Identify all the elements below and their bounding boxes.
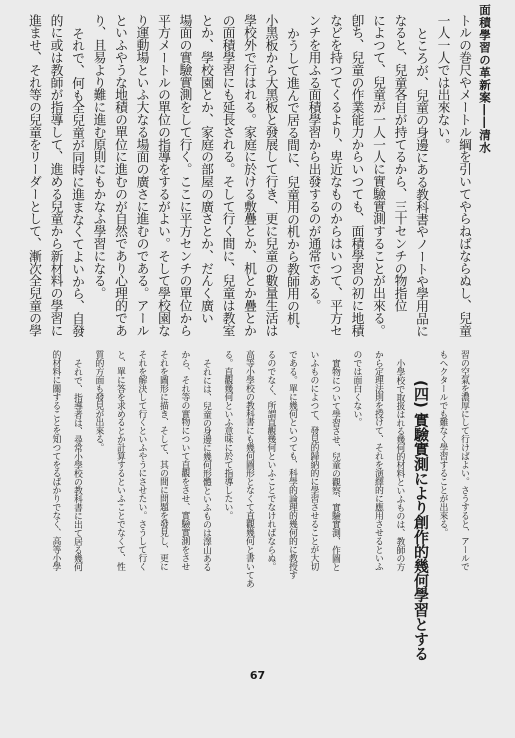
text-line: 學校外で行はれる。家庭に於ける敷疊とか、机とか疊とか — [241, 14, 256, 337]
section-heading: (四) 實驗實測により創作的幾何學習とする — [412, 380, 430, 661]
text-line: トルの巻尺やメートル綱を引いてやらねばならぬし、兒童 — [456, 14, 471, 337]
text-line: 小學校で取扱はれる幾何的材料といふものは、教師の方 — [394, 358, 405, 572]
text-line: 平方メートルの單位の指導をするがよい。そして學校園な — [155, 14, 170, 337]
text-line: り、且易より難に進む原則にもかなふ學習になる。 — [90, 14, 106, 300]
text-line: 一人一人では出來ない。 — [434, 14, 450, 151]
text-line: それで、指導者は、尋常小學校の教科書に出て居る幾何 — [72, 358, 82, 572]
text-line: それで、何も全兒童が同時に進まなくてよいから、自發 — [69, 26, 84, 337]
text-line: といふやうな地積の單位に進むのが自然であり心理的であ — [112, 14, 127, 337]
page-number: 67 — [249, 669, 266, 682]
text-line: り運動場といふ大なる場面の廣さに進むのである。アール — [133, 14, 149, 337]
text-line: の面積學習にも延長される。そして行く間に、兒童は教室 — [219, 14, 235, 337]
text-line: なると、兒童各自が持てるから、三十センチの物指位 — [391, 14, 407, 312]
text-line: 進ませ、それ等の兒童をリーダーとして、漸次全兒童の學 — [26, 14, 41, 337]
text-line: もヘクタールでも難なく學習することが出來る。 — [437, 350, 448, 537]
text-line: 卽ち、兒童の作業能力からいつても、面積學習の初に地積 — [348, 14, 364, 337]
text-line: それには、兒童の身邊に幾何形體といふものは澤山ある — [201, 358, 211, 572]
text-line: 小黑板から大黑板と發展して行き、更に兒童の數量生活は — [262, 14, 278, 337]
text-line: などを持つてくるより、卑近なものからはいつて、平方セ — [327, 14, 342, 337]
upper-text-column — [22, 14, 474, 340]
text-line: ンチを用ふる面積學習から出發するのが通常である。 — [305, 14, 321, 312]
text-line: かうして進んで居る間に、兒童用の机から教師用の机、 — [284, 26, 299, 337]
text-line: から、それ等の實物について直觀をさせ、實驗實測をさせ — [179, 350, 190, 571]
text-line: それを圖形に描き、そして、其の間に問題を發見し、更に — [158, 350, 168, 571]
text-line: 高等小學校の教科書にも幾何圖形となくて直觀幾何と書いてあ — [244, 350, 254, 588]
text-line: 的に或は教師が指導して、進める兒童から新材料の學習に — [47, 14, 63, 337]
text-line: と、單に答を求めるとか計算するといふことでなくて、性 — [115, 350, 125, 571]
text-line: いふものによつて、發見的歸納的に學習させることが大切 — [308, 350, 319, 571]
text-line: 場面の實驗實測をして行く。ここに平方センチの單位から — [176, 14, 192, 337]
lower-text-column — [22, 350, 474, 661]
text-line: る。直觀幾何といふ意味に於て指導したい。 — [222, 350, 233, 520]
running-header: 面積學習の革新案――清水 — [478, 4, 492, 154]
text-line: によつて、兒童が一人一人に實驗實測することが出來る。 — [370, 14, 385, 337]
text-line: のでは面白くない。 — [351, 350, 362, 427]
text-line: ところが、兒童の身邊にある教科書やノートや學用品に — [413, 26, 428, 337]
text-line: 的材料に關することを知つてをるばかりでなく、高等小學 — [50, 350, 61, 571]
text-line: 質的方面も發見が出來る。 — [93, 350, 104, 452]
text-line: から定理法則を授けて、それを演繹的に應用させるといふ — [373, 350, 383, 571]
text-line: 習の空氣を濃厚にして行けばよい。さうすると、アールで — [459, 350, 469, 571]
text-line: 實物について學習させ、兒童の觀察、實驗實測、作圖と — [330, 358, 340, 572]
text-line: それを解決して行くといふやうにさせたい。さうして行く — [136, 350, 147, 571]
text-line: とか、學校園とか、家庭の部屋の廣さとか、だんく廣い — [198, 14, 213, 324]
text-line: である。單に幾何といつても、科學的論理的幾何的に教授す — [287, 350, 297, 580]
text-line: るのでなく、所謂直觀幾何といふことでなければならぬ。 — [265, 350, 276, 571]
